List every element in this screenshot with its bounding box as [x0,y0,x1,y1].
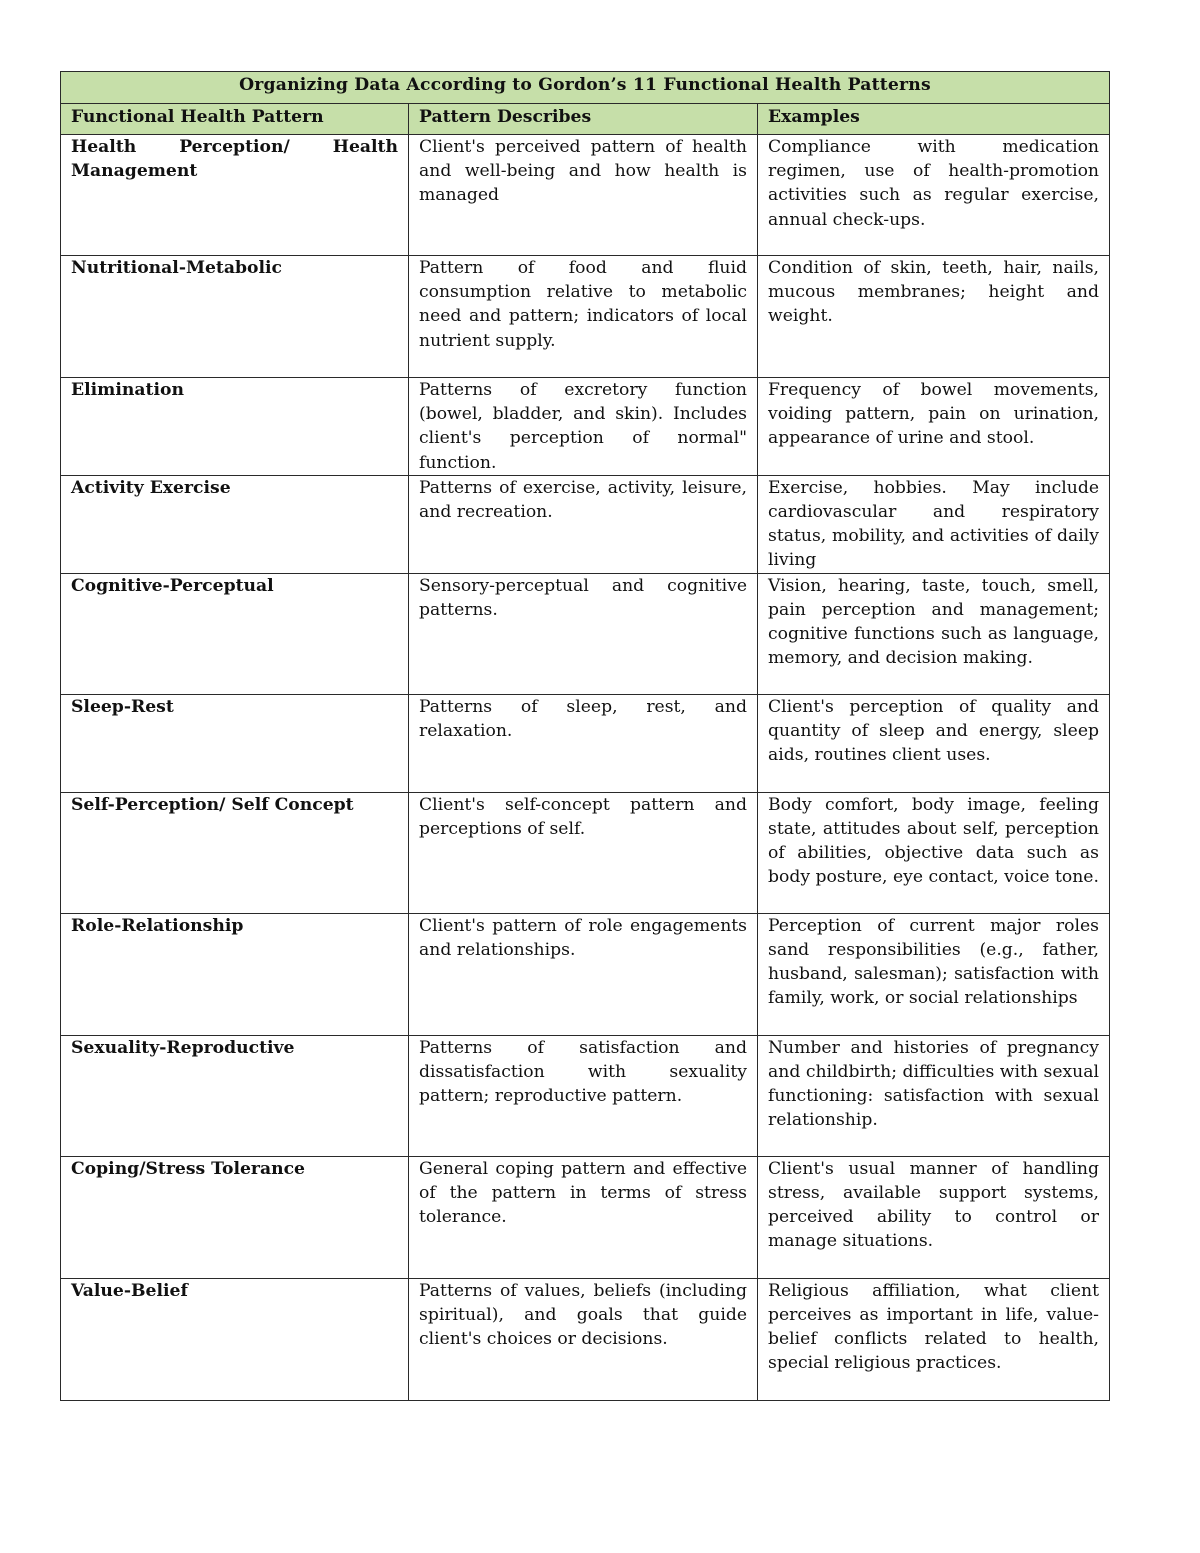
column-header-examples: Examples [758,104,1110,135]
table-row [61,913,1110,1035]
pattern-cell: Role-Relationship [61,913,409,1035]
functional-health-patterns-table [60,71,1110,1401]
table-row [61,573,1110,694]
describes-cell: Patterns of exercise, activity, leisure, and recreation. [409,475,758,573]
describes-cell: Patterns of satisfaction and dissatisfaction with sexuality pattern; reproductive pattern. [409,1035,758,1156]
examples-cell: Religious affiliation, what client perceives as important in life, value-belief conflicts related to health, special religious practices. [758,1278,1110,1400]
table-row [61,378,1110,476]
describes-cell: Patterns of sleep, rest, and relaxation. [409,694,758,792]
pattern-cell: Activity Exercise [61,475,409,573]
pattern-cell: Cognitive-Perceptual [61,573,409,694]
pattern-cell: Elimination [61,378,409,476]
examples-cell: Condition of skin, teeth, hair, nails, mucous membranes; height and weight. [758,256,1110,378]
describes-cell: Patterns of excretory function (bowel, bladder, and skin). Includes client's perception of normal" function. [409,378,758,476]
describes-cell: Pattern of food and fluid consumption relative to metabolic need and pattern; indicators of local nutrient supply. [409,256,758,378]
describes-cell: Client's pattern of role engagements and relationships. [409,913,758,1035]
table-row [61,1035,1110,1156]
column-header-pattern: Functional Health Pattern [61,104,409,135]
describes-cell: Sensory-perceptual and cognitive patterns. [409,573,758,694]
examples-cell: Vision, hearing, taste, touch, smell, pain perception and management; cognitive functions such as language, memory, and decision making. [758,573,1110,694]
pattern-cell: Sleep-Rest [61,694,409,792]
table-row [61,694,1110,792]
examples-cell: Perception of current major roles sand responsibilities (e.g., father, husband, salesman); satisfaction with family, work, or social relationships [758,913,1110,1035]
describes-cell: General coping pattern and effective of the pattern in terms of stress tolerance. [409,1156,758,1278]
column-header-describes: Pattern Describes [409,104,758,135]
pattern-cell: Coping/Stress Tolerance [61,1156,409,1278]
examples-cell: Client's usual manner of handling stress, available support systems, perceived ability to control or manage situations. [758,1156,1110,1278]
pattern-cell: Sexuality-Reproductive [61,1035,409,1156]
table-row [61,792,1110,913]
examples-cell: Exercise, hobbies. May include cardiovascular and respiratory status, mobility, and activities of daily living [758,475,1110,573]
examples-cell: Client's perception of quality and quantity of sleep and energy, sleep aids, routines client uses. [758,694,1110,792]
table-row [61,475,1110,573]
table-row [61,1156,1110,1278]
describes-cell: Client's self-concept pattern and perceptions of self. [409,792,758,913]
pattern-cell: Value-Belief [61,1278,409,1400]
document-page [60,71,1109,1401]
table-row [61,135,1110,256]
examples-cell: Frequency of bowel movements, voiding pattern, pain on urination, appearance of urine and stool. [758,378,1110,476]
examples-cell: Body comfort, body image, feeling state, attitudes about self, perception of abilities, objective data such as body posture, eye contact, voice tone. [758,792,1110,913]
examples-cell: Compliance with medication regimen, use of health-promotion activities such as regular exercise, annual check-ups. [758,135,1110,256]
table-title-row [61,72,1110,104]
pattern-cell: Self-Perception/ Self Concept [61,792,409,913]
table-row [61,256,1110,378]
examples-cell: Number and histories of pregnancy and childbirth; difficulties with sexual functioning: satisfaction with sexual relationship. [758,1035,1110,1156]
describes-cell: Patterns of values, beliefs (including spiritual), and goals that guide client's choices or decisions. [409,1278,758,1400]
describes-cell: Client's perceived pattern of health and well-being and how health is managed [409,135,758,256]
pattern-cell: Health Perception/ Health Management [61,135,409,256]
table-title: Organizing Data According to Gordon’s 11 Functional Health Patterns [61,72,1110,104]
pattern-cell: Nutritional-Metabolic [61,256,409,378]
table-header-row [61,104,1110,135]
table-row [61,1278,1110,1400]
